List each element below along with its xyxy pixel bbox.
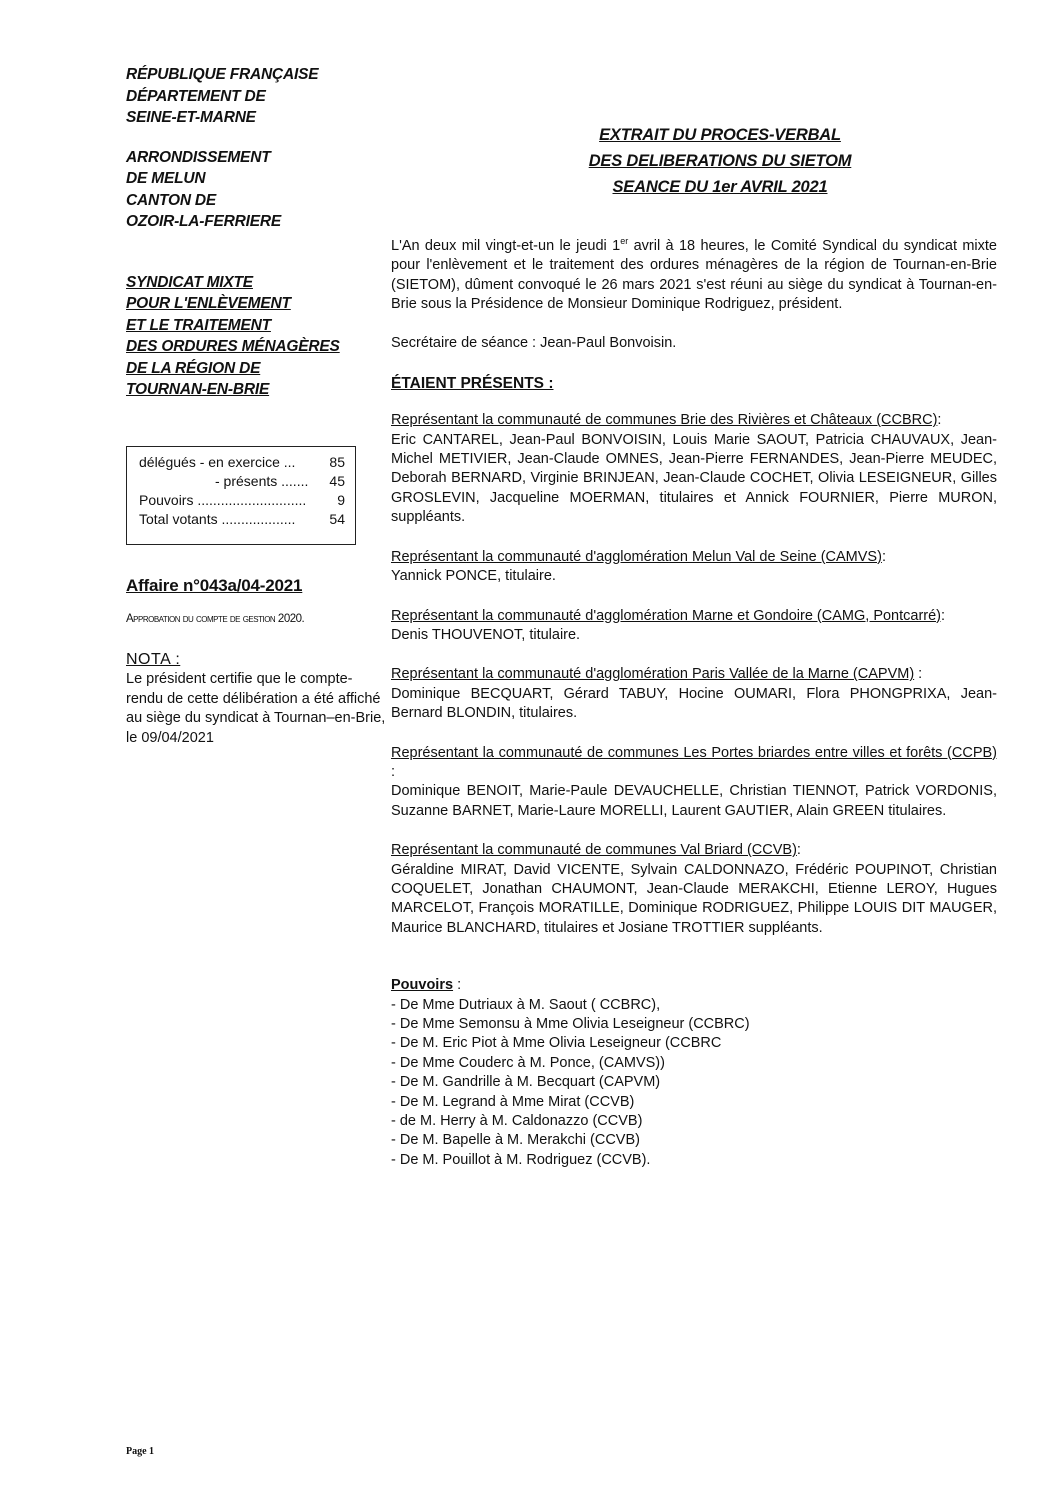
- page-number: Page 1: [126, 1446, 155, 1457]
- count-value: 45: [329, 473, 345, 489]
- nota-title: NOTA :: [126, 651, 181, 668]
- list-item: - De M. Bapelle à M. Merakchi (CCVB): [391, 1132, 640, 1149]
- nota-text: Le président certifie que le compte-rendu de cette délibération a été affiché au siège du syndicat à Tournan–en-Brie, le 09/04/2021: [126, 671, 386, 746]
- intro-paragraph: [391, 232, 997, 314]
- affaire-subject: [126, 613, 304, 625]
- left-header: [126, 64, 388, 401]
- list-item: - De M. Gandrille à M. Becquart (CAPVM): [391, 1074, 661, 1091]
- republique-block: [126, 64, 388, 129]
- group-members: Géraldine MIRAT, David VICENTE, Sylvain CALDONNAZO, Frédéric POUPINOT, Christian COQUELET, Jonathan CHAUMONT, Jean-Claude MERAKCHI, Etienne LEROY, Hugues MARCELOT, François MORATILLE, Dominique RODRIGUEZ, Philippe LOUIS DIT MAUGER, Maurice BLANCHARD, titulaires et Josiane TROTTIER suppléants.: [391, 861, 997, 936]
- group-members: Yannick PONCE, titulaire.: [391, 568, 556, 585]
- intro-part2: avril à 18 heures, le Comité Syndical du syndicat mixte pour l'enlèvement et le traitement des ordures ménagères de la région de Tournan-en-Brie (SIETOM), dûment convoqué le 26 mars 2021 s'est réuni au siège du syndicat à Tournan-en-Brie sous la Présidence de Monsieur Dominique Rodriguez, président.: [391, 237, 997, 313]
- group-sep: :: [796, 842, 801, 859]
- header-line: POUR L'ENLÈVEMENT: [126, 295, 291, 312]
- pouvoirs-title: Pouvoirs: [391, 977, 454, 994]
- count-row-en-exercice: [139, 453, 345, 472]
- count-value: 85: [329, 454, 345, 470]
- group-members: Eric CANTAREL, Jean-Paul BONVOISIN, Louis Marie SAOUT, Patricia CHAUVAUX, Jean-Michel METIVIER, Jean-Claude OMNES, Jean-Pierre FERNANDES, Jean-Pierre MEUDEC, Deborah BERNARD, Virginie BRINJEAN, Jean-Claude COCHET, Olivia LESEIGNEUR, Gilles GROSLEVIN, Jacqueline MOERMAN, titulaires et Annick FOURNIER, Pierre MURON, suppléants.: [391, 431, 997, 526]
- group-heading: Représentant la communauté d'agglomération Paris Vallée de la Marne (CAPVM): [391, 666, 915, 683]
- list-item: - De M. Eric Piot à Mme Olivia Leseigneur (CCBRC: [391, 1035, 722, 1052]
- group-sep: :: [881, 548, 886, 565]
- list-item: - De Mme Semonsu à Mme Olivia Leseigneur (CCBRC): [391, 1016, 750, 1033]
- group-heading: Représentant la communauté d'agglomération Marne et Gondoire (CAMG, Pontcarré): [391, 607, 942, 624]
- group-heading: Représentant la communauté de communes Brie des Rivières et Châteaux (CCBRC): [391, 412, 938, 429]
- count-label: délégués - en exercice ...: [139, 454, 296, 470]
- group-heading: Représentant la communauté de communes Val Briard (CCVB): [391, 842, 797, 859]
- list-item: - De Mme Couderc à M. Ponce, (CAMVS)): [391, 1054, 665, 1071]
- header-line: TOURNAN-EN-BRIE: [126, 381, 270, 398]
- list-item: - De M. Legrand à Mme Mirat (CCVB): [391, 1093, 635, 1110]
- count-row-presents: [139, 472, 345, 491]
- list-item: - de M. Herry à M. Caldonazzo (CCVB): [391, 1113, 643, 1130]
- pouvoirs-section: [391, 976, 997, 1170]
- group-sep: :: [941, 607, 946, 624]
- group-ccpb: [391, 744, 997, 822]
- header-line: RÉPUBLIQUE FRANÇAISE: [126, 66, 319, 83]
- syndicat-block: [126, 272, 388, 401]
- group-ccbrc: [391, 411, 997, 527]
- count-row-pouvoirs: [139, 491, 345, 510]
- count-label: Total votants ...................: [139, 511, 296, 527]
- title-line: SEANCE DU 1er AVRIL 2021: [612, 178, 828, 196]
- count-value: 9: [337, 492, 345, 508]
- group-ccvb: [391, 841, 997, 938]
- etaient-presents-heading: ÉTAIENT PRÉSENTS :: [391, 374, 554, 392]
- header-line: ARRONDISSEMENT: [126, 148, 271, 166]
- title-line: EXTRAIT DU PROCES-VERBAL: [599, 126, 841, 144]
- secretaire-line: Secrétaire de séance : Jean-Paul Bonvoisin.: [391, 335, 677, 352]
- header-line: DE MELUN: [126, 170, 206, 187]
- group-heading: Représentant la communauté de communes Les Portes briardes entre villes et forêts (CCPB): [391, 744, 997, 761]
- arrondissement-block: [126, 147, 388, 233]
- header-line: DÉPARTEMENT DE: [126, 87, 266, 105]
- group-sep: :: [391, 763, 396, 780]
- count-label: Pouvoirs ............................: [139, 492, 307, 508]
- header-line: SYNDICAT MIXTE: [126, 273, 253, 291]
- intro-part1: L'An deux mil vingt-et-un le jeudi 1: [391, 237, 621, 254]
- group-members: Dominique BENOIT, Marie-Paule DEVAUCHELLE, Christian TIENNOT, Patrick VORDONIS, Suzanne BARNET, Marie-Laure MORELLI, Laurent GAUTIER, Alain GREEN titulaires.: [391, 783, 997, 819]
- group-camvs: [391, 548, 997, 587]
- document-title: [510, 122, 930, 200]
- group-capvm: [391, 665, 997, 723]
- header-line: CANTON DE: [126, 191, 217, 209]
- affaire-number: Affaire n°043a/04-2021: [126, 576, 303, 595]
- subject-year: 2020.: [277, 613, 305, 625]
- group-members: Dominique BECQUART, Gérard TABUY, Hocine OUMARI, Flora PHONGPRIXA, Jean-Bernard BLONDIN, titulaires.: [391, 685, 997, 722]
- group-camg: [391, 607, 997, 646]
- pouvoirs-list: [391, 996, 997, 1171]
- header-line: OZOIR-LA-FERRIERE: [126, 213, 282, 230]
- pouvoirs-sep: :: [453, 977, 462, 994]
- group-members: Denis THOUVENOT, titulaire.: [391, 626, 581, 643]
- header-line: SEINE-ET-MARNE: [126, 109, 256, 126]
- count-row-votants: [139, 510, 345, 529]
- header-line: ET LE TRAITEMENT: [126, 316, 271, 334]
- count-label: - présents .......: [215, 473, 309, 489]
- list-item: - De Mme Dutriaux à M. Saout ( CCBRC),: [391, 996, 661, 1013]
- group-sep: :: [937, 412, 942, 429]
- group-sep: :: [914, 666, 923, 683]
- header-line: DES ORDURES MÉNAGÈRES: [126, 338, 340, 355]
- count-value: 54: [329, 511, 345, 527]
- delegates-count-box: [126, 446, 356, 545]
- group-heading: Représentant la communauté d'agglomération Melun Val de Seine (CAMVS): [391, 548, 882, 565]
- list-item: - De M. Pouillot à M. Rodriguez (CCVB).: [391, 1151, 651, 1168]
- minutes-body: [391, 232, 997, 1170]
- header-line: DE LA RÉGION DE: [126, 359, 261, 377]
- subject-text: Approbation du compte de gestion: [126, 613, 276, 625]
- title-line: DES DELIBERATIONS DU SIETOM: [588, 152, 852, 170]
- intro-sup: er: [620, 236, 629, 246]
